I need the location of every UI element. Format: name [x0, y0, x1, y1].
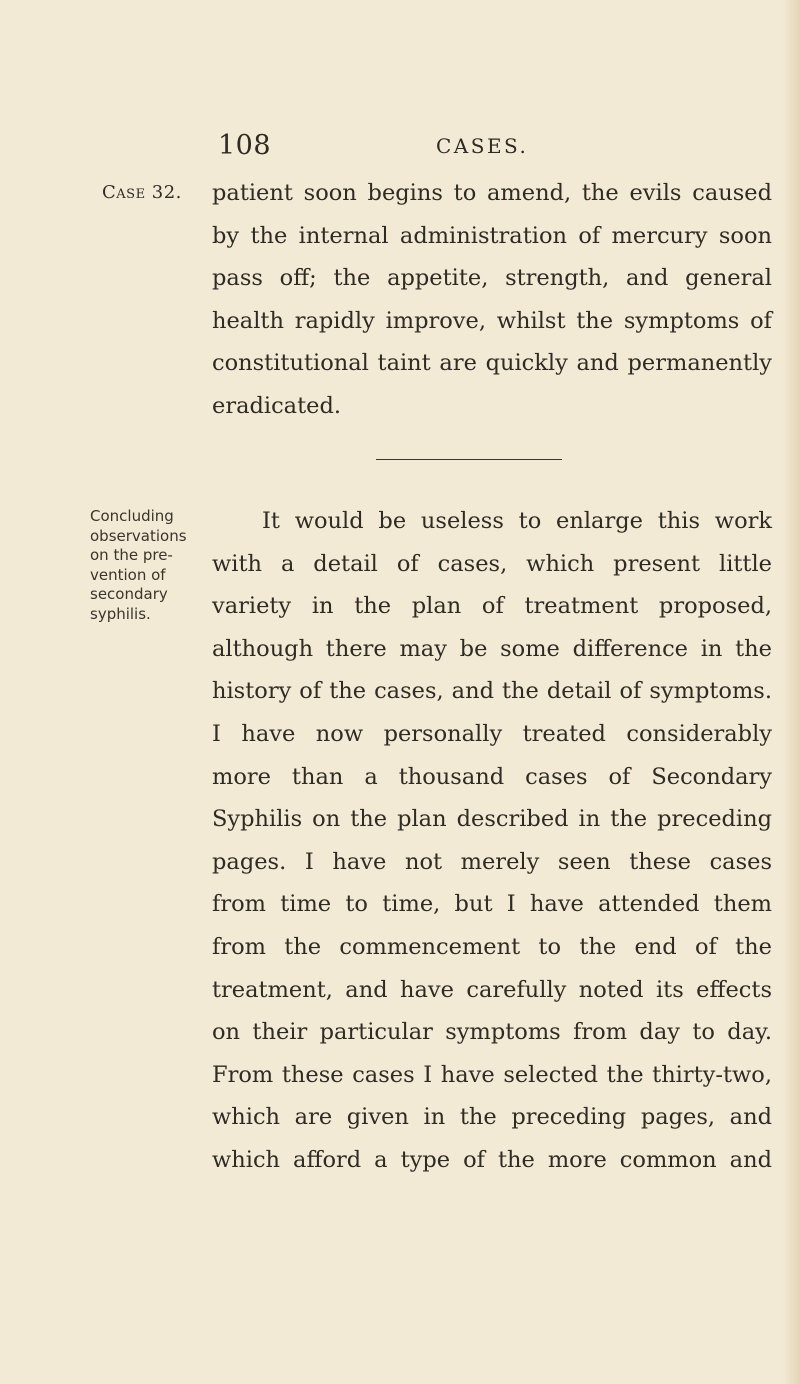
sidenote-line: secondary [90, 585, 168, 603]
sidenote-line: on the pre- [90, 546, 173, 564]
running-head [0, 128, 800, 168]
text-line: health rapidly improve, whilst the symptoms of [212, 307, 772, 334]
text-line: constitutional taint are quickly and permanently [212, 350, 772, 377]
sidenote-line: Concluding [90, 507, 174, 525]
text-line: on their particular symptoms from day to day. [212, 1019, 772, 1046]
text-line: which afford a type of the more common and [212, 1146, 772, 1173]
text-line: history of the cases, and the detail of symptoms. [212, 678, 772, 705]
paragraph-continued [212, 172, 772, 428]
sidenote-line: observations [90, 526, 187, 545]
sidenote-concluding-observations [90, 507, 208, 624]
text-line: It would be useless to enlarge this work [262, 508, 772, 534]
sidenote-line: vention of [90, 565, 166, 584]
text-line: which are given in the preceding pages, and [212, 1104, 772, 1131]
page-edge-shadow [782, 0, 800, 1384]
text-line: eradicated. [212, 392, 342, 419]
text-line: with a detail of cases, which present little [212, 550, 772, 577]
text-line: variety in the plan of treatment proposed, [212, 593, 772, 620]
section-separator [376, 459, 562, 460]
text-line: patient soon begins to amend, the evils caused [212, 180, 772, 206]
sidenote-line: syphilis. [90, 604, 151, 623]
text-line: more than a thousand cases of Secondary [212, 763, 772, 790]
running-title: CASES. [436, 134, 529, 158]
text-line: Syphilis on the plan described in the preceding [212, 806, 772, 833]
text-line: treatment, and have carefully noted its effects [212, 976, 772, 1003]
text-line: from the commencement to the end of the [212, 933, 772, 960]
case-label: Case 32. [102, 182, 182, 203]
text-line: by the internal administration of mercury soon [212, 222, 772, 249]
text-line: pass off; the appetite, strength, and general [212, 265, 772, 292]
paragraph-concluding [212, 500, 772, 1182]
page-number: 108 [218, 130, 272, 161]
text-line: pages. I have not merely seen these cases [212, 848, 772, 875]
text-line: although there may be some difference in the [212, 635, 772, 662]
text-line: From these cases I have selected the thirty-two, [212, 1061, 772, 1088]
text-line: I have now personally treated considerably [212, 720, 772, 747]
text-line: from time to time, but I have attended them [212, 891, 772, 918]
